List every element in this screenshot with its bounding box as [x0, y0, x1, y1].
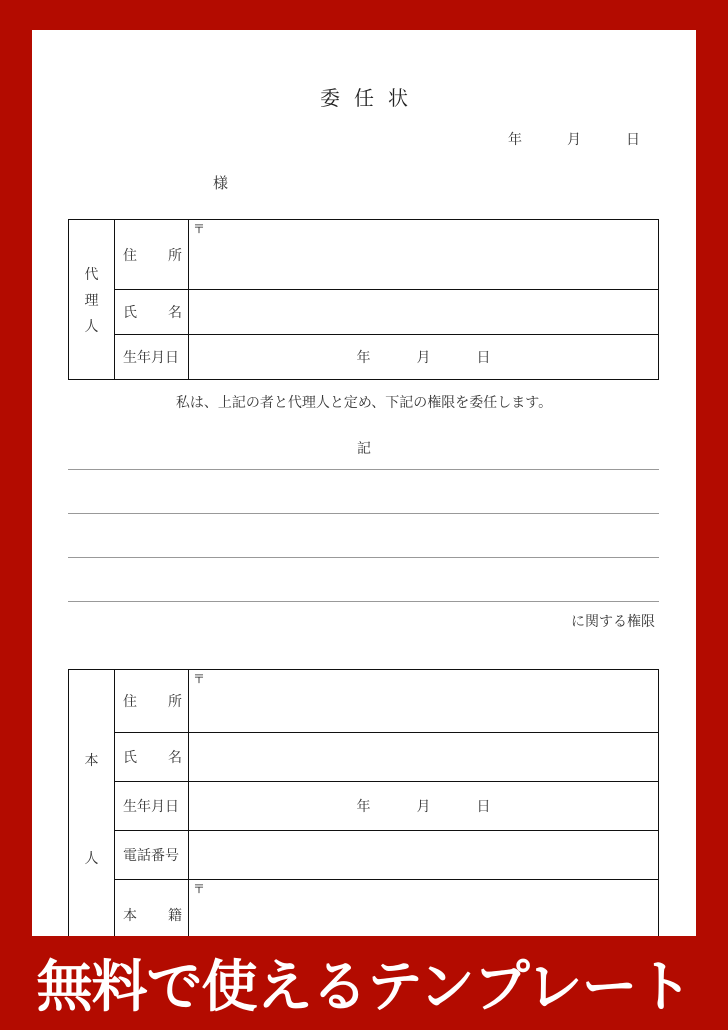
principal-phone-field[interactable]: [189, 831, 659, 880]
dob-year: 年: [356, 799, 371, 815]
principal-name-field[interactable]: [189, 733, 659, 782]
principal-name-label: 氏 名: [115, 733, 189, 782]
promo-banner: [0, 936, 728, 1030]
authority-line-1[interactable]: [68, 469, 659, 470]
side-char: 人: [84, 318, 99, 335]
date-day-label: 日: [626, 132, 640, 148]
postal-mark: 〒: [193, 222, 206, 236]
addressee-suffix: 様: [213, 174, 229, 192]
dob-month: 月: [416, 799, 431, 815]
principal-dob-field[interactable]: [189, 782, 659, 831]
side-char: 代: [84, 266, 99, 283]
banner-text: 無料で使えるテンプレート: [36, 955, 692, 1020]
principal-side-label: [69, 670, 115, 937]
agent-dob-label: 生年月日: [115, 335, 189, 380]
agent-name-label: 氏 名: [115, 290, 189, 335]
agent-address-label: 住 所: [115, 220, 189, 290]
authority-line-2[interactable]: [68, 513, 659, 514]
authority-line-3[interactable]: [68, 557, 659, 558]
agent-address-field[interactable]: [189, 220, 659, 290]
authority-suffix: に関する権限: [571, 614, 655, 630]
agent-name-field[interactable]: [189, 290, 659, 335]
dob-day: 日: [476, 799, 491, 815]
date-year-label: 年: [508, 132, 522, 148]
agent-dob-field[interactable]: [189, 335, 659, 380]
postal-mark: 〒: [193, 882, 206, 896]
principal-domicile-field[interactable]: [189, 880, 659, 937]
postal-mark: 〒: [193, 672, 206, 686]
agent-side-label: [69, 220, 115, 380]
dob-year: 年: [356, 350, 371, 366]
ki-heading: 記: [357, 441, 371, 457]
principal-phone-label: 電話番号: [115, 831, 189, 880]
date-month-label: 月: [567, 132, 581, 148]
principal-domicile-label: 本 籍: [115, 880, 189, 937]
principal-dob-label: 生年月日: [115, 782, 189, 831]
side-char-bottom: 人: [84, 851, 99, 867]
principal-address-field[interactable]: [189, 670, 659, 733]
document-page: [32, 30, 696, 936]
principal-table: [68, 669, 659, 936]
dob-month: 月: [416, 350, 431, 366]
side-char-top: 本: [84, 753, 99, 769]
document-title: 委任状: [320, 86, 422, 110]
principal-address-label: 住 所: [115, 670, 189, 733]
dob-day: 日: [476, 350, 491, 366]
delegation-statement: 私は、上記の者と代理人と定め、下記の権限を委任します。: [175, 395, 553, 411]
authority-line-4[interactable]: [68, 601, 659, 602]
agent-table: [68, 219, 659, 380]
side-char: 理: [84, 292, 99, 309]
